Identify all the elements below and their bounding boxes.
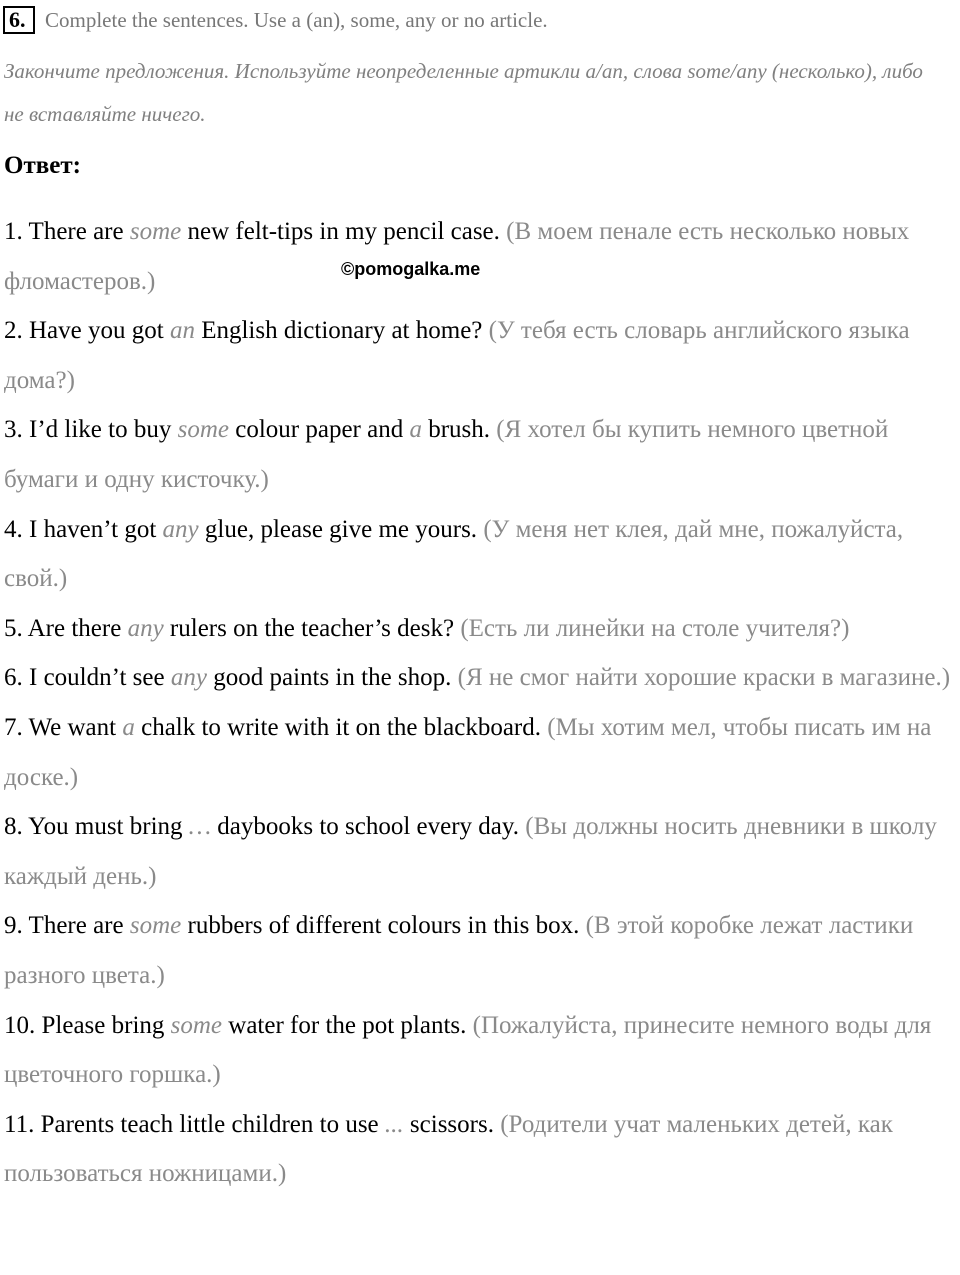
translation: (Родители учат маленьких детей, как пользоваться ножницами.) [4, 1110, 893, 1188]
sentence-text: glue, please give me yours. [198, 515, 484, 543]
sentence-text: 4. I haven’t got [4, 515, 163, 543]
answer-word: some [177, 416, 229, 444]
answer-title: Ответ: [4, 152, 81, 179]
answer-word: a [122, 713, 135, 741]
answer-word: any [162, 515, 199, 543]
sentence-text: rulers on the teacher’s desk? [163, 614, 461, 642]
exercise-number: 6. [3, 6, 35, 34]
sentence-text: new felt-tips in my pencil case. [181, 218, 507, 245]
translation: (У тебя есть словарь английского языка дома?) [4, 317, 910, 394]
translation: (У меня нет клея, дай мне, пожалуйста, свой.) [4, 515, 904, 593]
answer-item-4 [4, 505, 960, 604]
translation: (Пожалуйста, принесите немного воды для цветочного горшка.) [4, 1011, 932, 1089]
answer-item-6 [4, 653, 960, 703]
translation: (В моем пенале есть несколько новых фломастеров.) [4, 218, 910, 295]
answer-item-1 [4, 207, 960, 306]
answer-item-8 [4, 802, 960, 901]
answer-list [4, 207, 960, 1199]
answer-word: any [170, 664, 207, 692]
sentence-text: scissors. [403, 1110, 501, 1138]
sentence-text: 11. Parents teach little children to use [4, 1110, 385, 1138]
answer-word: some [129, 912, 182, 940]
answer-item-3 [4, 405, 960, 504]
translation: (Вы должны носить дневники в школу каждый день.) [4, 813, 937, 890]
sentence-text: English dictionary at home? [194, 317, 489, 345]
sentence-text: 1. There are [4, 218, 130, 245]
answer-item-5 [4, 604, 960, 654]
sentence-text: brush. [421, 416, 497, 444]
answer-word: … [188, 813, 211, 841]
sentence-text: daybooks to school every day. [211, 813, 526, 841]
sentence-text: 9. There are [4, 912, 130, 940]
answer-item-7 [4, 703, 960, 802]
answer-item-9 [4, 901, 960, 1000]
answer-word: ... [384, 1110, 404, 1138]
answer-word: some [170, 1011, 223, 1039]
watermark: ©pomogalka.me [341, 259, 481, 279]
instruction-russian: Закончите предложения. Используйте неопределенные артикли a/an, слова some/any (несколько), либо не вставляйте ничего. [4, 59, 923, 126]
translation: (Я не смог найти хорошие краски в магазине.) [457, 664, 951, 692]
exercise-header [3, 6, 548, 34]
sentence-text: 3. I’d like to buy [4, 416, 178, 444]
translation: (В этой коробке лежат ластики разного цвета.) [4, 912, 914, 989]
answer-word: any [127, 614, 164, 642]
sentence-text: water for the pot plants. [222, 1011, 473, 1039]
sentence-text: rubbers of different colours in this box. [181, 912, 586, 940]
translation: (Есть ли линейки на столе учителя?) [460, 614, 850, 642]
instruction-english: Complete the sentences. Use a (an), some, any or no article. [45, 8, 548, 32]
answer-item-11 [4, 1100, 960, 1199]
sentence-text: colour paper and [228, 416, 410, 444]
sentence-text: 5. Are there [4, 614, 128, 642]
sentence-text: 2. Have you got [4, 317, 170, 345]
answer-word: a [409, 416, 422, 444]
answer-item-2 [4, 306, 960, 405]
answer-item-10 [4, 1001, 960, 1100]
sentence-text: 7. We want [4, 713, 123, 741]
sentence-text: 8. You must bring [4, 813, 189, 841]
sentence-text: 10. Please bring [4, 1011, 171, 1039]
translation: (Я хотел бы купить немного цветной бумаги и одну кисточку.) [4, 416, 889, 493]
answer-word: an [169, 317, 195, 345]
translation: (Мы хотим мел, чтобы писать им на доске.) [4, 713, 932, 791]
sentence-text: 6. I couldn’t see [4, 664, 171, 692]
sentence-text: chalk to write with it on the blackboard. [134, 713, 548, 741]
sentence-text: good paints in the shop. [206, 664, 458, 692]
answer-word: some [129, 218, 182, 245]
